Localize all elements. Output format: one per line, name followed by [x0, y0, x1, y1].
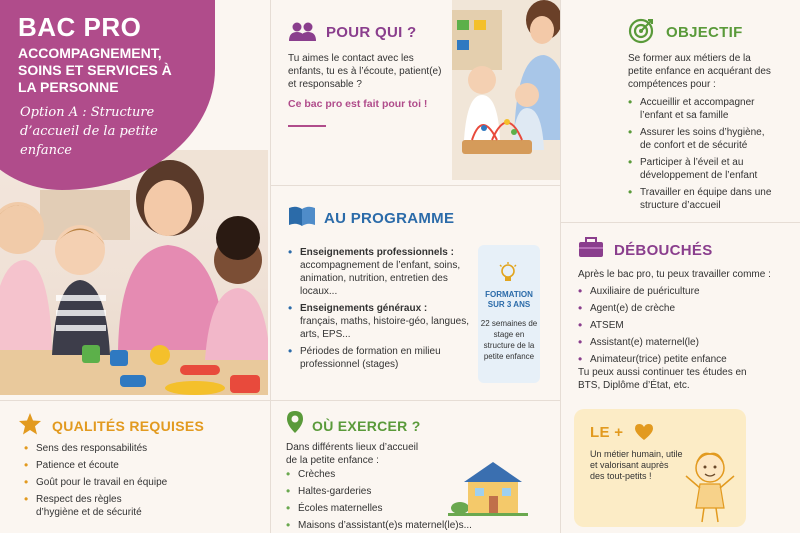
- target-icon: [628, 18, 654, 44]
- debouches-title: DÉBOUCHÉS: [614, 242, 713, 259]
- list-item: [288, 345, 473, 371]
- list-item: • ATSEM: [578, 319, 778, 332]
- programme-text: Périodes de formation en milieu professionnel (stages): [300, 346, 441, 370]
- playing-illustration: [452, 0, 560, 180]
- list-item: • Goût pour le travail en équipe: [24, 476, 224, 489]
- list-item: • Participer à l’éveil et au développement de l’enfant: [628, 156, 778, 182]
- people-icon: [288, 22, 316, 42]
- objectif-intro: Se former aux métiers de la petite enfance en acquérant des compétences pour :: [628, 53, 771, 90]
- divider: [270, 400, 560, 401]
- debouches-intro: Après le bac pro, tu peux travailler comme :: [578, 269, 771, 280]
- ou-exercer-title: OÙ EXERCER ?: [312, 418, 421, 434]
- badge-title: FORMATION SUR 3 ANS: [485, 290, 533, 309]
- pour-qui-highlight: Ce bac pro est fait pour toi !: [288, 98, 428, 110]
- pour-qui-title: POUR QUI ?: [326, 24, 417, 41]
- programme-heading: Enseignements professionnels :: [300, 247, 454, 258]
- accent-line: [288, 125, 326, 127]
- list-item: • Accueillir et accompagner l’enfant et sa famille: [628, 96, 778, 122]
- divider: [560, 0, 561, 533]
- list-item: • Respect des règles d’hygiène et de sécurité: [24, 493, 154, 519]
- list-item: [288, 302, 473, 341]
- briefcase-icon: [578, 236, 604, 258]
- le-plus-text: Un métier humain, utile et valorisant auprès des tout-petits !: [590, 449, 683, 481]
- objectif-list: [628, 96, 778, 216]
- star-icon: [18, 412, 42, 436]
- list-item: • Assistant(e) maternel(le): [578, 336, 778, 349]
- programme-text: français, maths, histoire-géo, langues, arts, EPS...: [300, 316, 469, 340]
- debouches-outro: Tu peux aussi continuer tes études en BTS, Diplôme d’État, etc.: [578, 367, 747, 391]
- hero-title: BAC PRO: [18, 12, 142, 42]
- list-item: • Assurer les soins d’hygiène, de confort et de sécurité: [628, 126, 778, 152]
- le-plus-title: LE +: [590, 424, 624, 441]
- house-illustration: [448, 458, 528, 516]
- list-item: • Patience et écoute: [24, 459, 224, 472]
- list-item: • Sens des responsabilités: [24, 442, 224, 455]
- programme-list: [288, 246, 473, 375]
- pour-qui-text: Tu aimes le contact avec les enfants, tu es à l’écoute, patient(e) et responsable ?: [288, 53, 442, 90]
- list-item: • Écoles maternelles: [286, 502, 476, 515]
- list-item: • Auxiliaire de puériculture: [578, 285, 778, 298]
- map-pin-icon: [286, 410, 304, 434]
- list-item: • Agent(e) de crèche: [578, 302, 778, 315]
- book-icon: [287, 205, 317, 227]
- divider: [560, 222, 800, 223]
- list-item: • Travailler en équipe dans une structure d’accueil: [628, 186, 778, 212]
- list-item: [288, 246, 473, 298]
- badge-description: 22 semaines de stage en structure de la petite enfance: [480, 319, 538, 361]
- playing-photo: [452, 0, 560, 180]
- child-drawing-icon: [680, 448, 740, 524]
- debouches-list: [578, 285, 778, 370]
- lightbulb-icon: [498, 262, 518, 284]
- divider: [270, 185, 560, 186]
- divider: [270, 0, 271, 533]
- objectif-title: OBJECTIF: [666, 24, 743, 41]
- programme-text: accompagnement de l’enfant, soins, animation, nutrition, entretien des locaux...: [300, 260, 461, 297]
- hero-subtitle: ACCOMPAGNEMENT, SOINS ET SERVICES À LA PERSONNE: [18, 45, 172, 95]
- programme-title: AU PROGRAMME: [324, 210, 455, 227]
- divider: [0, 400, 270, 401]
- list-item: • Crèches: [286, 468, 476, 481]
- qualites-list: [24, 442, 224, 523]
- hero-option: Option A : Structure d’accueil de la petite enfance: [20, 105, 158, 158]
- ou-exercer-intro: Dans différents lieux d’accueil de la petite enfance :: [286, 442, 419, 466]
- heart-icon: [634, 423, 654, 441]
- list-item: • Animateur(trice) petite enfance: [578, 353, 778, 366]
- list-item: • Maisons d’assistant(e)s maternel(le)s...: [286, 519, 476, 532]
- list-item: • Haltes-garderies: [286, 485, 476, 498]
- qualites-title: QUALITÉS REQUISES: [52, 418, 205, 434]
- programme-heading: Enseignements généraux :: [300, 303, 428, 314]
